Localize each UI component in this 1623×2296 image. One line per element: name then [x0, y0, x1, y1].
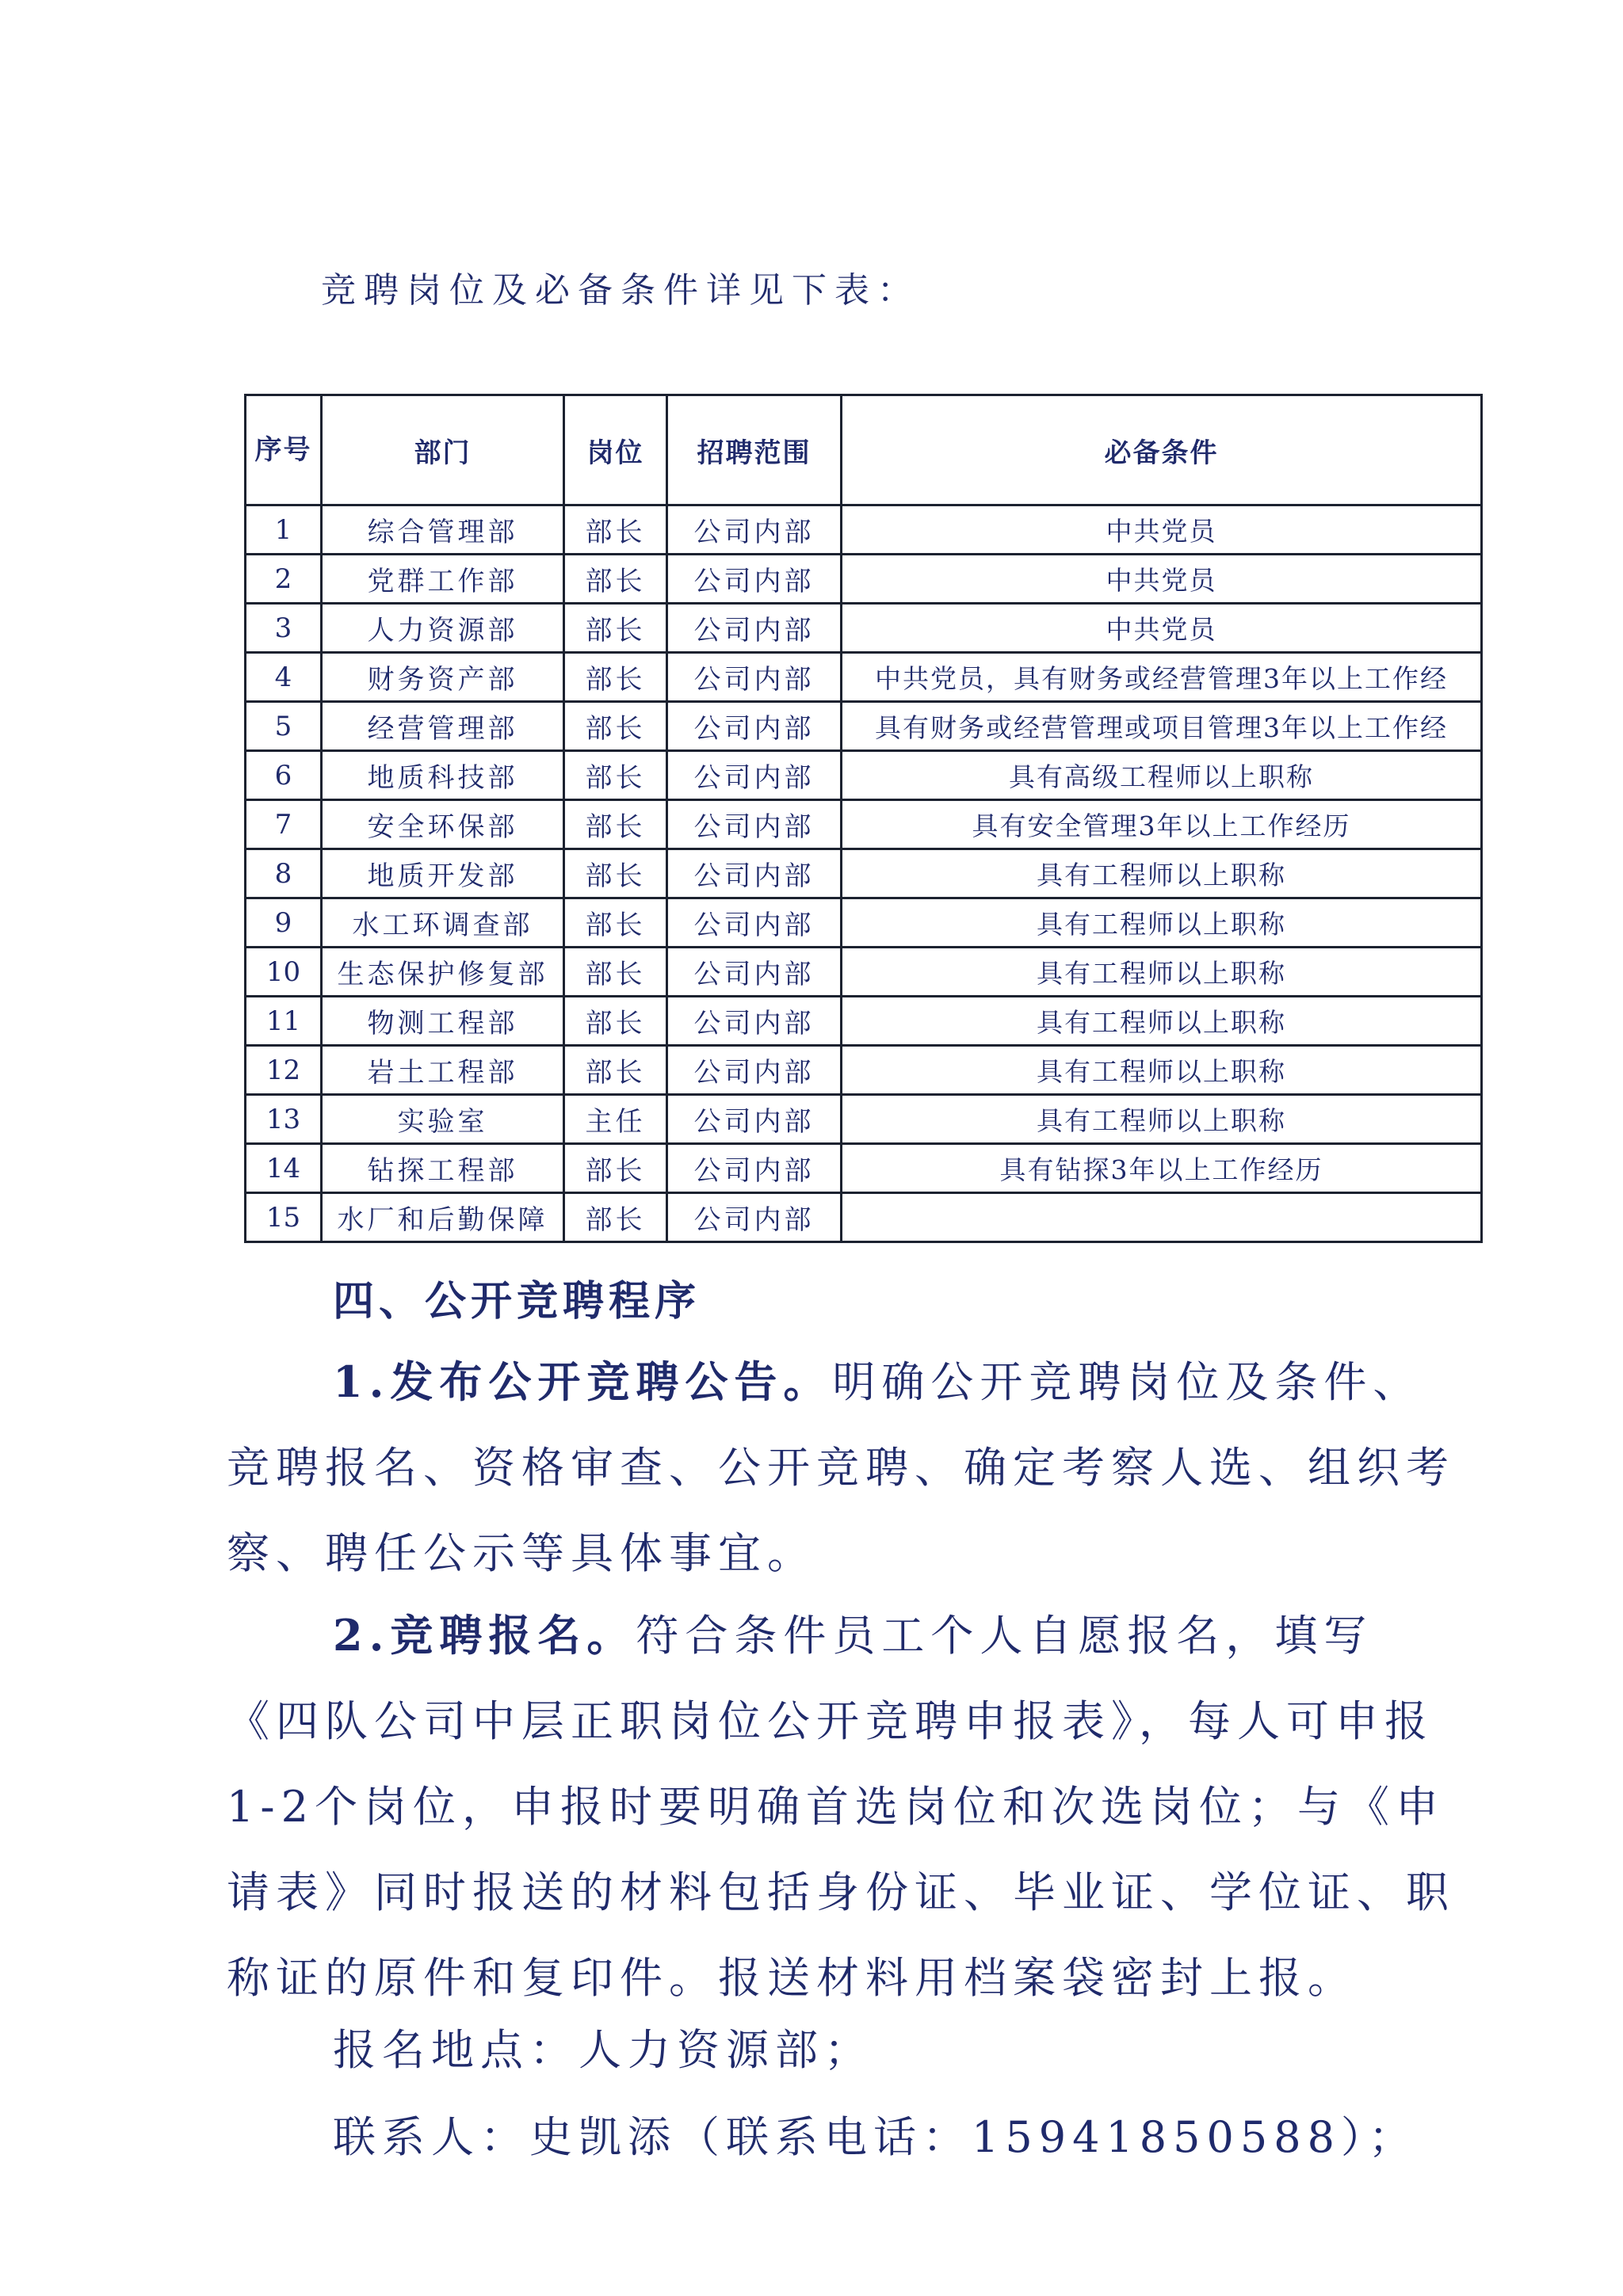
cell-scope: 公司内部 — [667, 1046, 842, 1095]
cell-dept: 实验室 — [322, 1095, 564, 1144]
table-row — [246, 948, 1482, 997]
table-row — [246, 1095, 1482, 1144]
cell-dept: 地质开发部 — [322, 849, 564, 898]
cell-cond: 中共党员 — [842, 555, 1482, 604]
table-row — [246, 1144, 1482, 1193]
cell-no: 2 — [246, 555, 322, 604]
registration-location: 报名地点：人力资源部； — [333, 2025, 873, 2075]
table-row — [246, 898, 1482, 948]
cell-cond: 中共党员，具有财务或经营管理3年以上工作经 — [842, 653, 1482, 702]
positions-table-wrap — [244, 394, 1480, 1243]
header-seq-text: 序号 — [254, 434, 312, 466]
cell-no: 9 — [246, 898, 322, 948]
paragraph-registration — [227, 1592, 1463, 2021]
cell-dept: 物测工程部 — [322, 997, 564, 1046]
cell-post: 部长 — [564, 800, 667, 849]
cell-no: 12 — [246, 1046, 322, 1095]
cell-post: 部长 — [564, 653, 667, 702]
table-row — [246, 800, 1482, 849]
cell-dept: 钻探工程部 — [322, 1144, 564, 1193]
cell-no: 6 — [246, 751, 322, 800]
table-row — [246, 505, 1482, 555]
cell-no: 11 — [246, 997, 322, 1046]
table-row — [246, 604, 1482, 653]
cell-scope: 公司内部 — [667, 604, 842, 653]
cell-dept: 综合管理部 — [322, 505, 564, 555]
cell-cond: 中共党员 — [842, 505, 1482, 555]
cell-no: 10 — [246, 948, 322, 997]
cell-no: 7 — [246, 800, 322, 849]
cell-post: 部长 — [564, 898, 667, 948]
cell-cond: 具有工程师以上职称 — [842, 898, 1482, 948]
contact-person: 联系人：史凯添（联系电话：15941850588）； — [333, 2112, 1418, 2162]
cell-cond — [842, 1193, 1482, 1242]
paragraph-publish-notice — [227, 1339, 1463, 1596]
cell-scope: 公司内部 — [667, 1193, 842, 1242]
cell-post: 部长 — [564, 948, 667, 997]
cell-dept: 地质科技部 — [322, 751, 564, 800]
cell-scope: 公司内部 — [667, 898, 842, 948]
table-row — [246, 849, 1482, 898]
cell-scope: 公司内部 — [667, 800, 842, 849]
cell-no: 8 — [246, 849, 322, 898]
cell-post: 部长 — [564, 555, 667, 604]
cell-no: 3 — [246, 604, 322, 653]
cell-dept: 党群工作部 — [322, 555, 564, 604]
cell-dept: 安全环保部 — [322, 800, 564, 849]
cell-dept: 岩土工程部 — [322, 1046, 564, 1095]
table-header-row — [246, 395, 1482, 505]
cell-dept: 生态保护修复部 — [322, 948, 564, 997]
header-scope: 招聘范围 — [667, 395, 842, 505]
cell-no: 14 — [246, 1144, 322, 1193]
cell-scope: 公司内部 — [667, 653, 842, 702]
cell-dept: 人力资源部 — [322, 604, 564, 653]
cell-post: 部长 — [564, 1193, 667, 1242]
cell-post: 部长 — [564, 1144, 667, 1193]
cell-dept: 经营管理部 — [322, 702, 564, 751]
cell-cond: 具有工程师以上职称 — [842, 948, 1482, 997]
cell-post: 部长 — [564, 751, 667, 800]
cell-post: 部长 — [564, 1046, 667, 1095]
cell-cond: 具有钻探3年以上工作经历 — [842, 1144, 1482, 1193]
cell-scope: 公司内部 — [667, 751, 842, 800]
cell-no: 4 — [246, 653, 322, 702]
table-row — [246, 997, 1482, 1046]
cell-no: 13 — [246, 1095, 322, 1144]
cell-dept: 水厂和后勤保障 — [322, 1193, 564, 1242]
cell-scope: 公司内部 — [667, 505, 842, 555]
paragraph-body: 明确公开竞聘岗位及条件、竞聘报名、资格审查、公开竞聘、确定考察人选、组织考察、聘任公示等具体事宜。 — [227, 1357, 1455, 1578]
table-row — [246, 555, 1482, 604]
cell-cond: 中共党员 — [842, 604, 1482, 653]
cell-no: 5 — [246, 702, 322, 751]
paragraph-body: 符合条件员工个人自愿报名，填写《四队公司中层正职岗位公开竞聘申报表》，每人可申报1-2个岗位，申报时要明确首选岗位和次选岗位；与《申请表》同时报送的材料包括身份证、毕业证、学位证、职称证的原件和复印件。报送材料用档案袋密封上报。 — [227, 1611, 1455, 2003]
cell-post: 主任 — [564, 1095, 667, 1144]
cell-post: 部长 — [564, 604, 667, 653]
cell-scope: 公司内部 — [667, 849, 842, 898]
table-row — [246, 702, 1482, 751]
cell-no: 15 — [246, 1193, 322, 1242]
header-cond: 必备条件 — [842, 395, 1482, 505]
cell-scope: 公司内部 — [667, 555, 842, 604]
cell-cond: 具有安全管理3年以上工作经历 — [842, 800, 1482, 849]
table-row — [246, 653, 1482, 702]
positions-table — [244, 394, 1483, 1243]
section-title: 四、公开竞聘程序 — [333, 1277, 701, 1325]
cell-cond: 具有财务或经营管理或项目管理3年以上工作经 — [842, 702, 1482, 751]
paragraph-lead: 1.发布公开竞聘公告。 — [333, 1356, 833, 1407]
cell-scope: 公司内部 — [667, 948, 842, 997]
header-dept: 部门 — [322, 395, 564, 505]
cell-post: 部长 — [564, 505, 667, 555]
cell-cond: 具有工程师以上职称 — [842, 1095, 1482, 1144]
table-row — [246, 1193, 1482, 1242]
cell-cond: 具有工程师以上职称 — [842, 997, 1482, 1046]
cell-cond: 具有高级工程师以上职称 — [842, 751, 1482, 800]
intro-text: 竞聘岗位及必备条件详见下表： — [321, 270, 920, 311]
header-post: 岗位 — [564, 395, 667, 505]
header-seq — [246, 395, 322, 505]
cell-no: 1 — [246, 505, 322, 555]
cell-scope: 公司内部 — [667, 1095, 842, 1144]
cell-scope: 公司内部 — [667, 702, 842, 751]
cell-dept: 水工环调查部 — [322, 898, 564, 948]
cell-dept: 财务资产部 — [322, 653, 564, 702]
cell-post: 部长 — [564, 702, 667, 751]
cell-scope: 公司内部 — [667, 997, 842, 1046]
table-row — [246, 1046, 1482, 1095]
cell-post: 部长 — [564, 849, 667, 898]
cell-cond: 具有工程师以上职称 — [842, 849, 1482, 898]
cell-post: 部长 — [564, 997, 667, 1046]
paragraph-lead: 2.竞聘报名。 — [333, 1610, 636, 1661]
cell-cond: 具有工程师以上职称 — [842, 1046, 1482, 1095]
cell-scope: 公司内部 — [667, 1144, 842, 1193]
table-row — [246, 751, 1482, 800]
